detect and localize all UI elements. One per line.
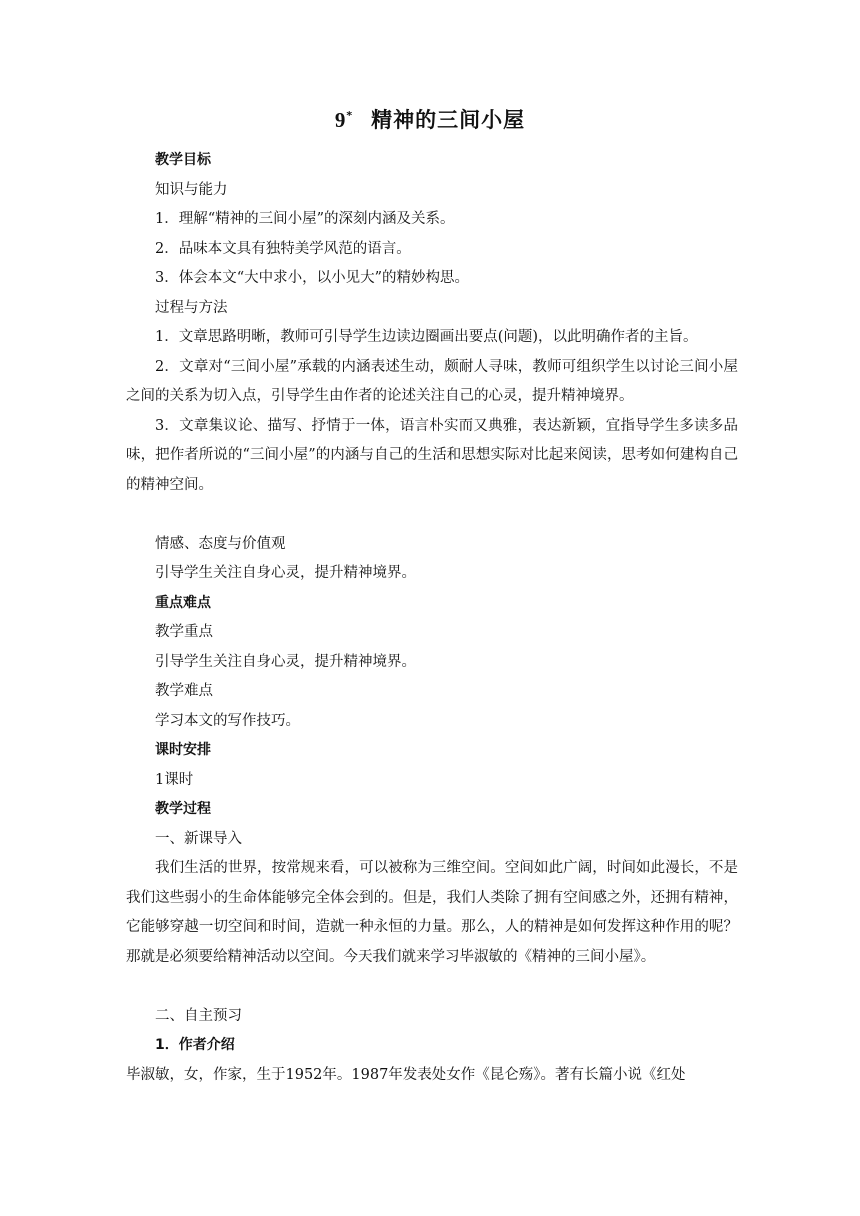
spacer [126, 500, 738, 530]
subheading: 一、新课导入 [155, 830, 242, 847]
paragraph: 我们生活的世界，按常规来看，可以被称为三维空间。空间如此广阔，时间如此漫长，不是我们这些弱小的生命体能够完全体会到的。但是，我们人类除了拥有空间感之外，还拥有精神，它能够穿越一切空间和时间，造就一种永恒的力量。那么，人的精神是如何发挥这种作用的呢？那就是必须要给精神活动以空间。今天我们就来学习毕淑敏的《精神的三间小屋》。 [126, 860, 738, 965]
document-body [126, 146, 738, 1090]
title-text: 精神的三间小屋 [371, 108, 526, 132]
subheading: 教学难点 [155, 683, 213, 699]
section-heading: 教学过程 [155, 801, 211, 817]
lesson-number: 9 [334, 108, 347, 132]
page-title [0, 104, 860, 134]
list-item: 1．文章思路明晰，教师可引导学生边读边圈画出要点(问题)，以此明确作者的主旨。 [155, 329, 698, 345]
subheading: 知识与能力 [155, 181, 228, 198]
subheading: 情感、态度与价值观 [155, 535, 286, 552]
list-item: 3．体会本文“大中求小，以小见大”的精妙构思。 [155, 270, 470, 286]
paragraph: 3．文章集议论、描写、抒情于一体，语言朴实而又典雅，表达新颖，宜指导学生多读多品味，把作者所说的“三间小屋”的内涵与自己的生活和思想实际对比起来阅读，思考如何建构自己的精神空间。 [126, 417, 738, 493]
lesson-mark: * [346, 109, 354, 122]
text-line: 引导学生关注自身心灵，提升精神境界。 [155, 653, 416, 670]
subheading: 二、自主预习 [155, 1007, 242, 1024]
section-heading: 1．作者介绍 [155, 1037, 235, 1053]
section-heading: 教学目标 [155, 152, 211, 168]
text-line: 学习本文的写作技巧。 [155, 712, 300, 729]
section-heading: 重点难点 [155, 594, 211, 611]
text-line: 1课时 [155, 771, 194, 788]
spacer [126, 972, 738, 1002]
list-item: 1．理解“精神的三间小屋”的深刻内涵及关系。 [155, 211, 455, 227]
text-line: 引导学生关注自身心灵，提升精神境界。 [155, 565, 416, 581]
list-item: 2．品味本文具有独特美学风范的语言。 [155, 240, 411, 257]
paragraph: 2．文章对“三间小屋”承载的内涵表述生动，颇耐人寻味，教师可组织学生以讨论三间小屋之间的关系为切入点，引导学生由作者的论述关注自己的心灵，提升精神境界。 [126, 358, 738, 404]
subheading: 过程与方法 [155, 299, 228, 316]
subheading: 教学重点 [155, 624, 213, 640]
paragraph: 毕淑敏，女，作家，生于1952年。1987年发表处女作《昆仑殇》。著有长篇小说《红处 [126, 1066, 686, 1083]
section-heading: 课时安排 [155, 742, 211, 758]
